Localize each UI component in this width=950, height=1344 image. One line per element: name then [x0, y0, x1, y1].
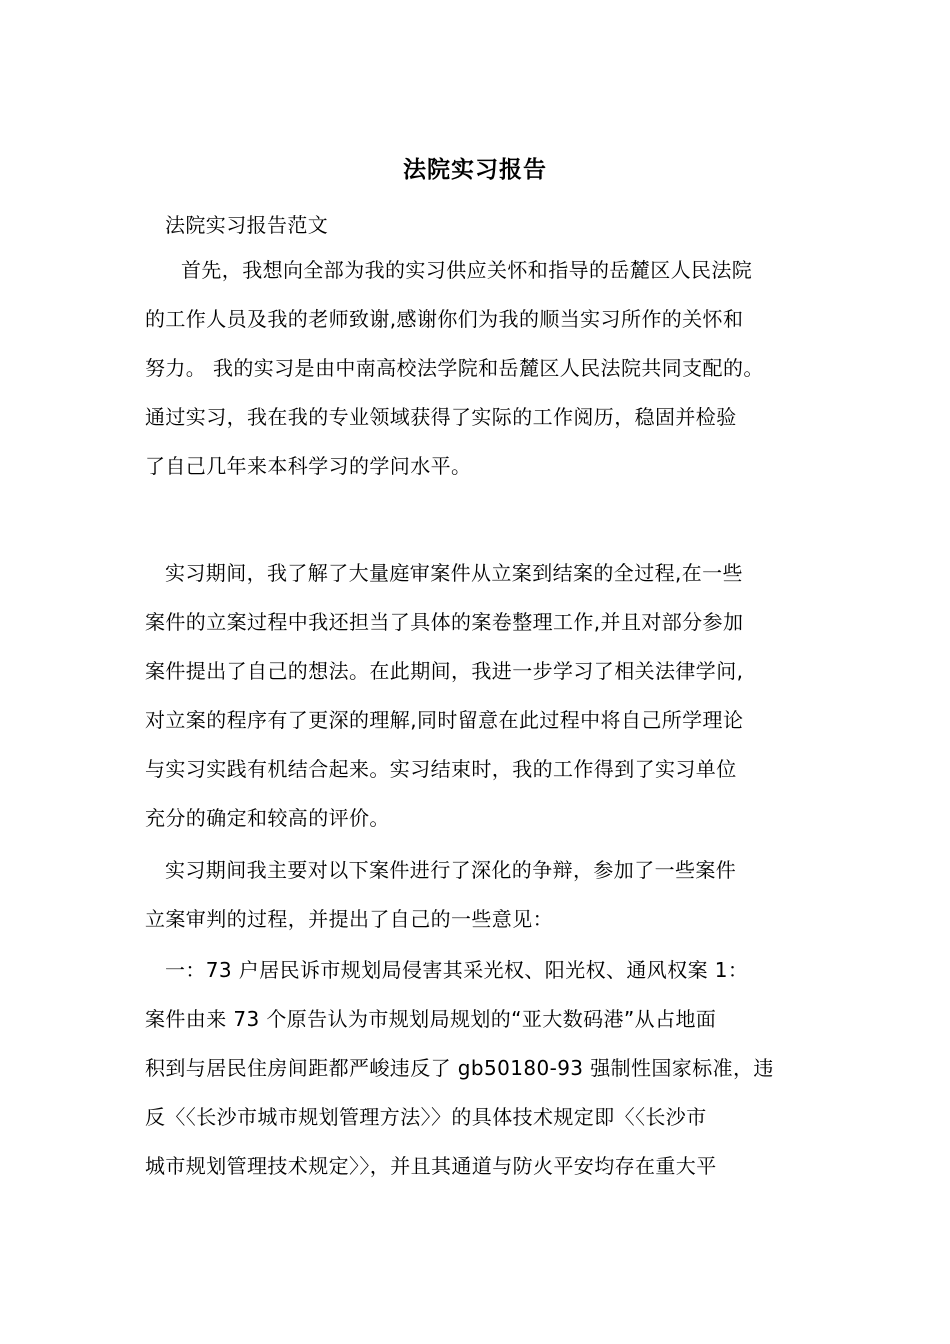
paragraph-line: 了自己几年来本科学习的学问水平。 — [145, 454, 472, 478]
paragraph-line: 首先，我想向全部为我的实习供应关怀和指导的岳麓区人民法院 — [181, 258, 753, 282]
paragraph-case-research — [145, 846, 817, 944]
paragraph-line: 积到与居民住房间距都严峻违反了 gb50180-93 强制性国家标准，违 — [145, 1056, 774, 1080]
paragraph-line: 努力。 我的实习是由中南高校法学院和岳麓区人民法院共同支配的。 — [145, 356, 764, 380]
paragraph-line: 对立案的程序有了更深的理解,同时留意在此过程中将自己所学理论 — [145, 708, 744, 732]
paragraph-line: 实习期间我主要对以下案件进行了深化的争辩，参加了一些案件 — [165, 858, 737, 882]
paragraph-line: 案件提出了自己的想法。在此期间，我进一步学习了相关法律学问, — [145, 659, 744, 683]
paragraph-line: 实习期间，我了解了大量庭审案件从立案到结案的全过程,在一些 — [165, 561, 743, 585]
subtitle-line: 法院实习报告范文 — [165, 213, 329, 237]
paragraph-line: 通过实习，我在我的专业领域获得了实际的工作阅历，稳固并检验 — [145, 405, 737, 429]
paragraph-case-one — [145, 946, 817, 1191]
paragraph-line: 一：73 户居民诉市规划局侵害其采光权、阳光权、通风权案 1： — [165, 958, 749, 982]
paragraph-line: 案件的立案过程中我还担当了具体的案卷整理工作,并且对部分参加 — [145, 610, 744, 634]
paragraph-line: 与实习实践有机结合起来。实习结束时，我的工作得到了实习单位 — [145, 757, 737, 781]
paragraph-line: 反〈〈长沙市城市规划管理方法〉〉的具体技术规定即〈〈长沙市 — [145, 1105, 707, 1129]
paragraph-line: 充分的确定和较高的评价。 — [145, 806, 390, 830]
paragraph-line: 城市规划管理技术规定〉〉，并且其通道与防火平安均存在重大平 — [145, 1154, 717, 1178]
document-title: 法院实习报告 — [403, 156, 547, 183]
document-subtitle — [145, 201, 817, 250]
paragraph-line: 的工作人员及我的老师致谢,感谢你们为我的顺当实习所作的关怀和 — [145, 307, 744, 331]
paragraph-internship-period — [145, 549, 817, 843]
paragraph-acknowledgement — [145, 246, 817, 491]
paragraph-line: 案件由来 73 个原告认为市规划局规划的“亚大数码港”从占地面 — [145, 1007, 717, 1031]
paragraph-line: 立案审判的过程，并提出了自己的一些意见： — [145, 907, 553, 931]
